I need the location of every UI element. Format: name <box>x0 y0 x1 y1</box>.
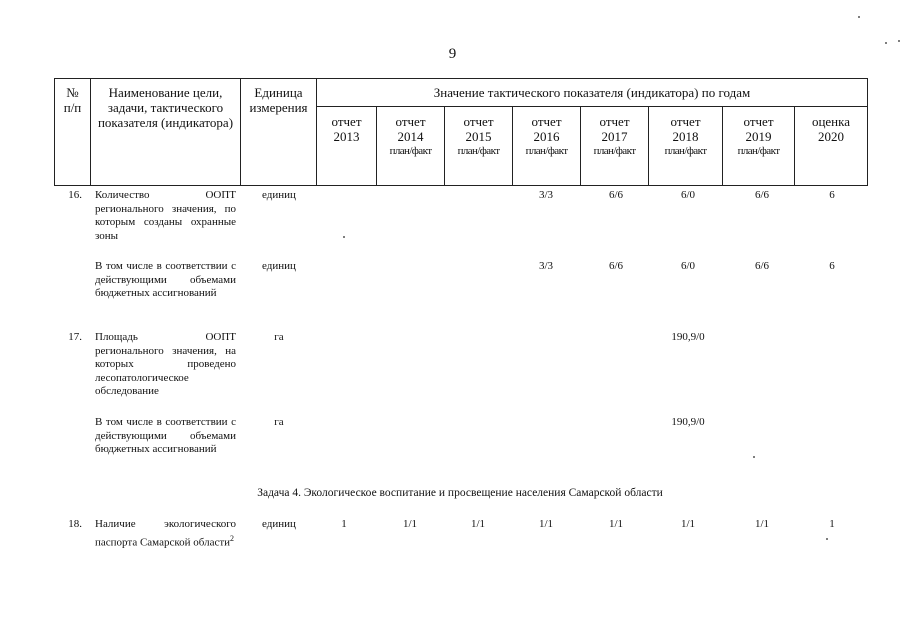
header-year-sub: план/факт <box>737 145 780 157</box>
row-number: 16. <box>68 189 82 201</box>
row-value: 3/3 <box>538 189 554 201</box>
header-year-label: отчет <box>743 114 774 129</box>
row-value: 1/1 <box>538 518 554 530</box>
row-unit: единиц <box>262 518 296 530</box>
row-value: 6 <box>829 189 835 201</box>
header-year-col <box>377 107 445 185</box>
row-description-text: Наличие экологического паспорта Самарской области <box>95 518 236 549</box>
row-number: 17. <box>68 331 82 343</box>
row-value: 6/6 <box>608 260 624 272</box>
scan-speck <box>826 538 828 540</box>
page-number: 9 <box>448 46 457 62</box>
scan-speck <box>858 16 860 18</box>
header-year: 2018 <box>672 129 699 144</box>
header-year-sub: план/факт <box>593 145 636 157</box>
header-year-sub: план/факт <box>664 145 707 157</box>
task-title: Задача 4. Экологическое воспитание и просвещение населения Самарской области <box>257 487 663 499</box>
header-year-label: оценка <box>811 114 851 129</box>
header-year-col <box>445 107 513 185</box>
row-value: 190,9/0 <box>671 331 705 343</box>
header-name: Наименование цели, задачи, тактического показателя (индикатора) <box>91 79 241 185</box>
row-value: 1 <box>829 518 835 530</box>
header-year: 2020 <box>818 129 844 144</box>
row-value: 6 <box>829 260 835 272</box>
row-value: 6/6 <box>754 260 770 272</box>
scan-speck <box>343 236 345 238</box>
header-year: 2013 <box>333 129 360 144</box>
row-value: 6/6 <box>754 189 770 201</box>
header-year-sub: план/факт <box>389 145 432 157</box>
header-year: 2014 <box>397 129 424 144</box>
row-description: В том числе в соответствии с действующими объемами бюджетных ассигнований <box>95 416 236 455</box>
row-value: 1/1 <box>680 518 696 530</box>
header-year-label: отчет <box>670 114 701 129</box>
row-value: 3/3 <box>538 260 554 272</box>
row-description: В том числе в соответствии с действующими объемами бюджетных ассигнований <box>95 260 236 299</box>
footnote-marker: 2 <box>230 533 235 543</box>
header-year-col <box>649 107 723 185</box>
header-year: 2016 <box>533 129 560 144</box>
scan-speck <box>898 40 900 42</box>
row-unit: га <box>274 416 284 428</box>
row-number: 18. <box>68 518 82 530</box>
header-number: № п/п <box>55 79 91 185</box>
row-value: 6/6 <box>608 189 624 201</box>
row-value: 1/1 <box>470 518 486 530</box>
header-values-title: Значение тактического показателя (индикатора) по годам <box>317 79 867 107</box>
scan-speck <box>885 42 887 44</box>
row-value: 190,9/0 <box>671 416 705 428</box>
header-year-col <box>795 107 867 185</box>
header-year-col <box>581 107 649 185</box>
header-year-sub: план/факт <box>457 145 500 157</box>
row-unit: единиц <box>262 189 296 201</box>
header-year-label: отчет <box>599 114 630 129</box>
header-year: 2017 <box>601 129 628 144</box>
table-header <box>54 78 868 186</box>
header-year-label: отчет <box>331 114 362 129</box>
row-description: Количество ООПТ регионального значения, по которым созданы охранные зоны <box>95 189 236 242</box>
row-value: 1/1 <box>608 518 624 530</box>
header-unit: Единица измерения <box>241 79 317 185</box>
scan-speck <box>753 456 755 458</box>
header-year-col <box>513 107 581 185</box>
row-description <box>95 518 236 550</box>
header-year-label: отчет <box>531 114 562 129</box>
header-year: 2015 <box>465 129 492 144</box>
header-year-col <box>723 107 795 185</box>
row-value: 1/1 <box>754 518 770 530</box>
header-year: 2019 <box>745 129 772 144</box>
row-value: 6/0 <box>680 189 696 201</box>
header-year-col <box>317 107 377 185</box>
row-description: Площадь ООПТ регионального значения, на которых проведено лесопатологическое обследование <box>95 331 236 397</box>
row-value: 1 <box>341 518 347 530</box>
row-unit: единиц <box>262 260 296 272</box>
row-value: 6/0 <box>680 260 696 272</box>
header-year-label: отчет <box>463 114 494 129</box>
header-year-sub: план/факт <box>525 145 568 157</box>
header-year-label: отчет <box>395 114 426 129</box>
row-value: 1/1 <box>402 518 418 530</box>
row-unit: га <box>274 331 284 343</box>
